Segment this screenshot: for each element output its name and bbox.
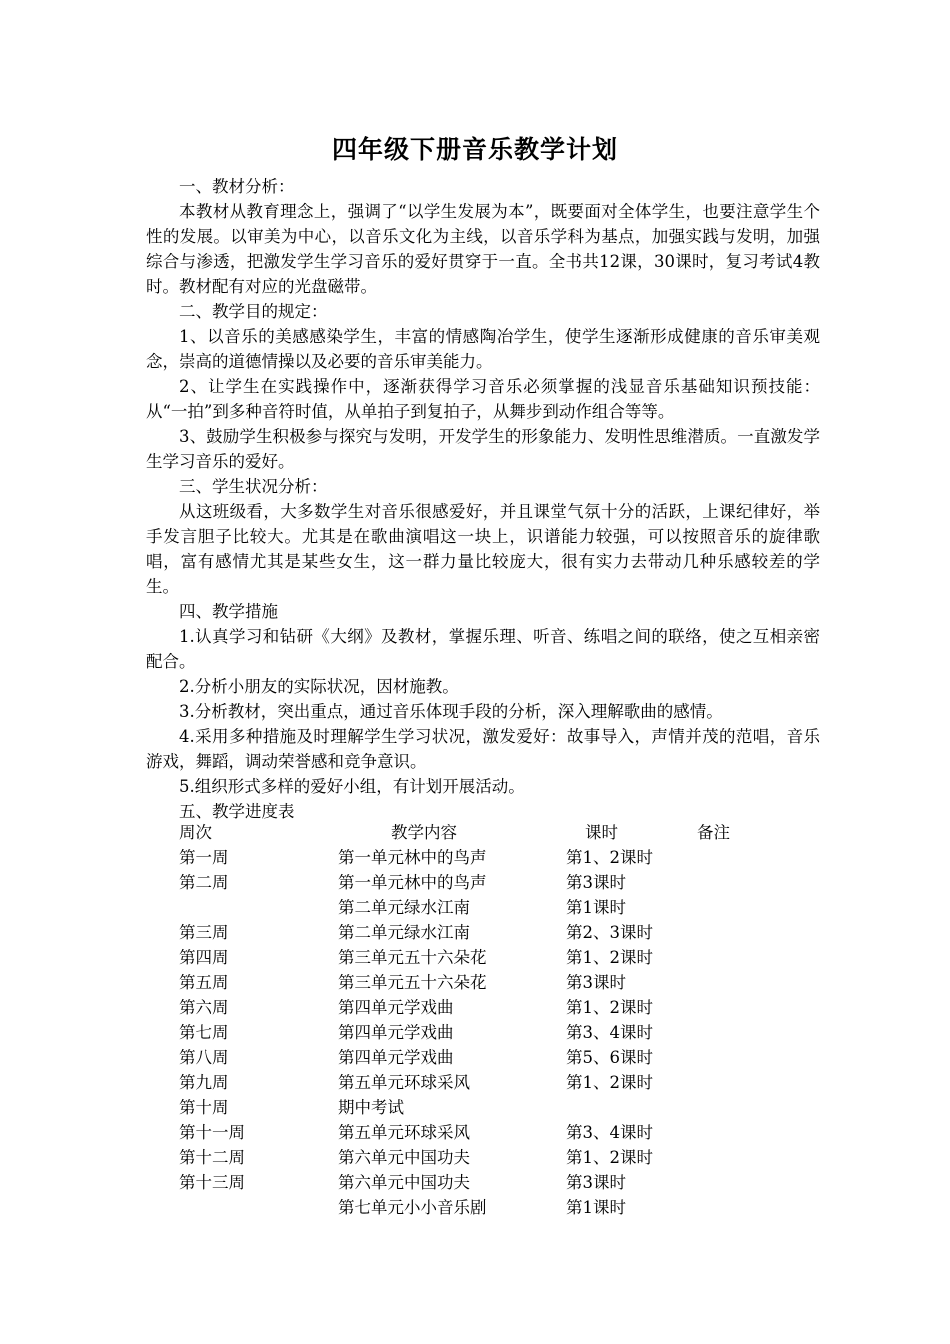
cell-periods: 第3课时	[566, 973, 626, 992]
cell-week: 第五周	[179, 973, 229, 992]
cell-periods: 第3课时	[566, 1173, 626, 1192]
cell-content: 第一单元林中的鸟声	[338, 873, 487, 892]
cell-content: 第七单元小小音乐剧	[338, 1198, 487, 1217]
section-heading: 五、教学进度表	[179, 802, 295, 821]
cell-content: 第四单元学戏曲	[338, 1023, 454, 1042]
table-row	[179, 1170, 799, 1195]
table-row	[179, 1195, 799, 1220]
schedule-header-row	[179, 820, 799, 845]
paragraph: 2、让学生在实践操作中，逐渐获得学习音乐必须掌握的浅显音乐基础知识预技能：从“一拍”到多种音符时值，从单拍子到复拍子，从舞步到动作组合等等。	[146, 377, 820, 421]
document-title: 四年级下册音乐教学计划	[331, 135, 618, 164]
section-heading: 二、教学目的规定：	[179, 302, 328, 321]
paragraph: 本教材从教育理念上，强调了“以学生发展为本”，既要面对全体学生，也要注意学生个性的发展。以审美为中心，以音乐文化为主线，以音乐学科为基点，加强实践与发明，加强综合与渗透，把激发学生学习音乐的爱好贯穿于一直。全书共12课，30课时，复习考试4教时。教材配有对应的光盘磁带。	[146, 202, 820, 296]
document-body	[146, 174, 820, 824]
cell-periods: 第1课时	[566, 898, 626, 917]
table-row	[179, 945, 799, 970]
header-notes: 备注	[697, 823, 730, 842]
cell-week: 第九周	[179, 1073, 229, 1092]
cell-content: 第三单元五十六朵花	[338, 948, 487, 967]
paragraph: 4.采用多种措施及时理解学生学习状况，激发爱好：故事导入，声情并茂的范唱，音乐游戏，舞蹈，调动荣誉感和竞争意识。	[146, 727, 820, 771]
cell-week: 第十周	[179, 1098, 229, 1117]
cell-week: 第八周	[179, 1048, 229, 1067]
cell-week: 第一周	[179, 848, 229, 867]
cell-content: 第四单元学戏曲	[338, 1048, 454, 1067]
paragraph: 1、以音乐的美感感染学生，丰富的情感陶冶学生，使学生逐渐形成健康的音乐审美观念，崇高的道德情操以及必要的音乐审美能力。	[146, 327, 820, 371]
cell-periods: 第2、3课时	[566, 923, 653, 942]
table-row	[179, 1070, 799, 1095]
paragraph: 5.组织形式多样的爱好小组，有计划开展活动。	[179, 777, 525, 796]
cell-content: 第三单元五十六朵花	[338, 973, 487, 992]
cell-week: 第十二周	[179, 1148, 245, 1167]
table-row	[179, 920, 799, 945]
cell-periods: 第1、2课时	[566, 848, 653, 867]
section-heading: 四、教学措施	[179, 602, 278, 621]
cell-week: 第七周	[179, 1023, 229, 1042]
cell-week: 第六周	[179, 998, 229, 1017]
cell-periods: 第1课时	[566, 1198, 626, 1217]
table-row	[179, 970, 799, 995]
cell-periods: 第1、2课时	[566, 1148, 653, 1167]
cell-content: 第六单元中国功夫	[338, 1148, 470, 1167]
table-row	[179, 1020, 799, 1045]
cell-week: 第十三周	[179, 1173, 245, 1192]
cell-periods: 第5、6课时	[566, 1048, 653, 1067]
paragraph: 3.分析教材，突出重点，通过音乐体现手段的分析，深入理解歌曲的感情。	[179, 702, 723, 721]
cell-week: 第十一周	[179, 1123, 245, 1142]
cell-periods: 第1、2课时	[566, 1073, 653, 1092]
table-row	[179, 895, 799, 920]
table-row	[179, 845, 799, 870]
table-row	[179, 1145, 799, 1170]
cell-content: 期中考试	[338, 1098, 404, 1117]
table-row	[179, 1095, 799, 1120]
table-row	[179, 995, 799, 1020]
cell-periods: 第1、2课时	[566, 998, 653, 1017]
table-row	[179, 1045, 799, 1070]
schedule-table	[179, 820, 799, 1220]
cell-content: 第五单元环球采风	[338, 1073, 470, 1092]
header-periods: 课时	[585, 823, 618, 842]
cell-content: 第六单元中国功夫	[338, 1173, 470, 1192]
table-row	[179, 870, 799, 895]
cell-periods: 第1、2课时	[566, 948, 653, 967]
cell-week: 第三周	[179, 923, 229, 942]
table-row	[179, 1120, 799, 1145]
cell-content: 第五单元环球采风	[338, 1123, 470, 1142]
cell-content: 第二单元绿水江南	[338, 923, 470, 942]
cell-week: 第四周	[179, 948, 229, 967]
paragraph: 1.认真学习和钻研《大纲》及教材，掌握乐理、听音、练唱之间的联络，使之互相亲密配合。	[146, 627, 820, 671]
cell-periods: 第3课时	[566, 873, 626, 892]
paragraph: 从这班级看，大多数学生对音乐很感爱好，并且课堂气氛十分的活跃，上课纪律好，举手发言胆子比较大。尤其是在歌曲演唱这一块上，识谱能力较强，可以按照音乐的旋律歌唱，富有感情尤其是某些女生，这一群力量比较庞大，很有实力去带动几种乐感较差的学生。	[146, 502, 820, 596]
section-heading: 三、学生状况分析：	[179, 477, 328, 496]
paragraph: 2.分析小朋友的实际状况，因材施教。	[179, 677, 459, 696]
header-week: 周次	[179, 823, 212, 842]
cell-content: 第四单元学戏曲	[338, 998, 454, 1017]
paragraph: 3、鼓励学生积极参与探究与发明，开发学生的形象能力、发明性思维潜质。一直激发学生学习音乐的爱好。	[146, 427, 820, 471]
cell-periods: 第3、4课时	[566, 1123, 653, 1142]
cell-content: 第一单元林中的鸟声	[338, 848, 487, 867]
cell-week: 第二周	[179, 873, 229, 892]
header-content: 教学内容	[391, 823, 457, 842]
section-heading: 一、教材分析：	[179, 177, 295, 196]
cell-periods: 第3、4课时	[566, 1023, 653, 1042]
cell-content: 第二单元绿水江南	[338, 898, 470, 917]
